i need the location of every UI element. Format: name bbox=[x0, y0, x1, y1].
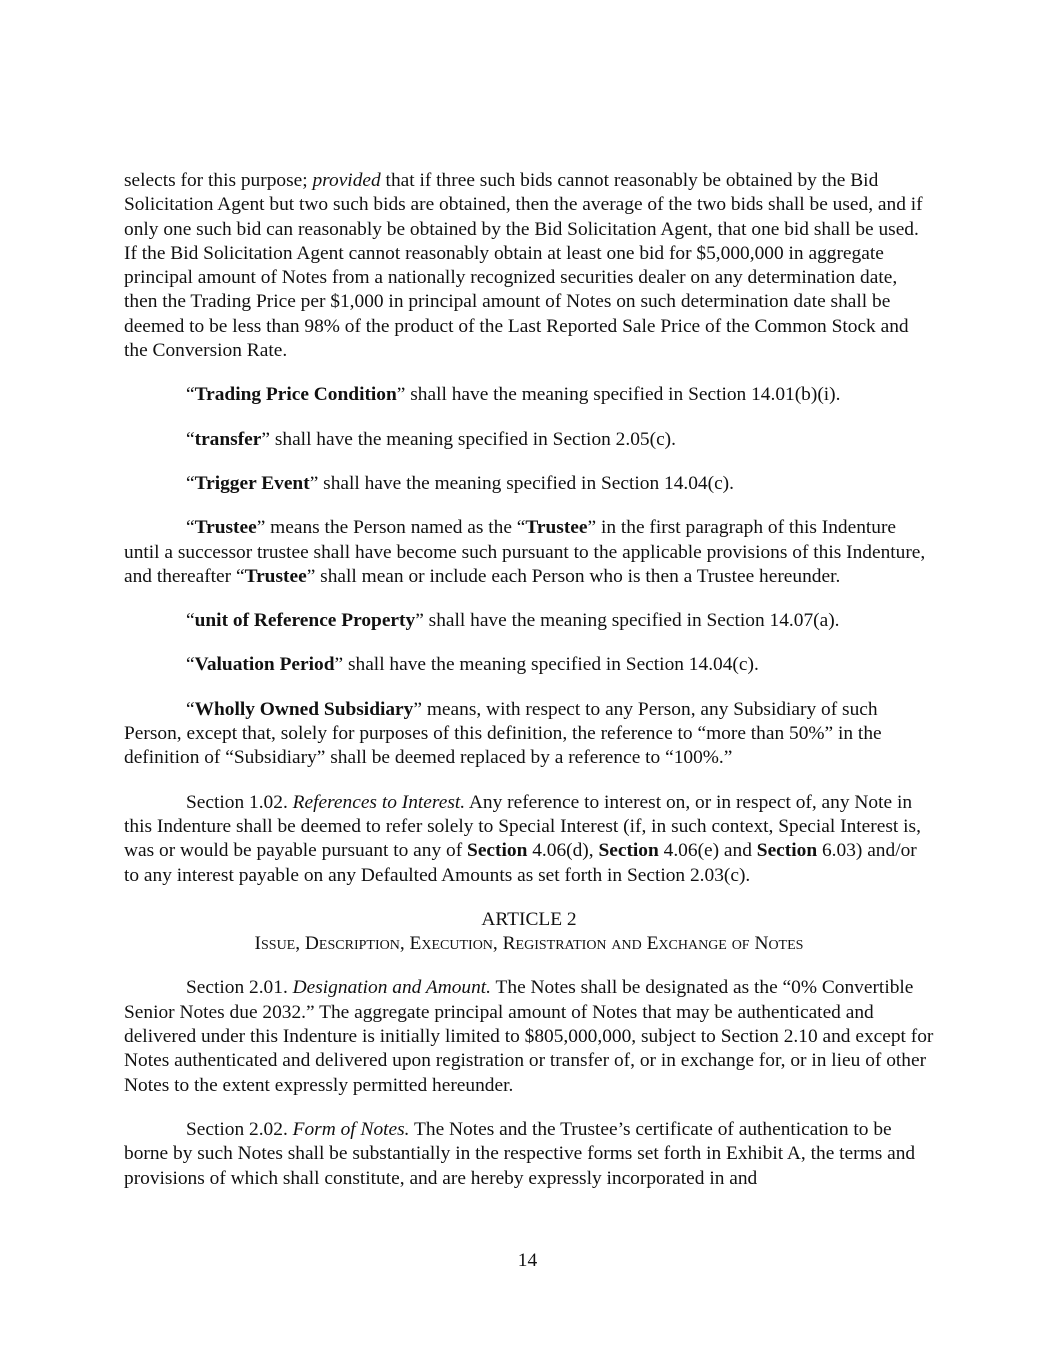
defined-term: Valuation Period bbox=[194, 654, 335, 676]
defined-term: Trustee bbox=[525, 517, 588, 539]
definition-text: ” shall have the meaning specified in Section 14.01(b)(i). bbox=[396, 384, 841, 406]
section-2-01 bbox=[124, 976, 934, 1097]
definition-trading-price-condition bbox=[124, 383, 934, 407]
article-heading: ARTICLE 2 bbox=[481, 908, 577, 930]
section-1-02 bbox=[124, 791, 934, 888]
definition-text: ” shall have the meaning specified in Section 2.05(c). bbox=[261, 428, 676, 450]
defined-term: Trading Price Condition bbox=[194, 384, 397, 406]
quote: “ bbox=[186, 384, 195, 406]
definition-trigger-event bbox=[124, 472, 934, 496]
article-subheading: Issue, Description, Execution, Registration and Exchange of Notes bbox=[254, 933, 804, 955]
section-text: The Notes shall be designated as the “0% Convertible Senior Notes due 2032.” The aggregate principal amount of Notes that may be authenticated and delivered under this Indenture is initially limited to $805,000,000, subject to Section 2.10 and except for Notes authenticated and delivered upon registration or transfer of, or in exchange for, or in lieu of other Notes to the extent expressly permitted hereunder. bbox=[124, 977, 934, 1096]
section-text: 4.06(d), bbox=[527, 840, 599, 862]
defined-term: Trustee bbox=[194, 517, 257, 539]
section-ref: Section bbox=[598, 840, 659, 862]
italic-provided: provided bbox=[312, 170, 381, 191]
section-number: Section 1.02. bbox=[186, 791, 293, 813]
section-text: 6.03) and/or to any interest payable on any Defaulted Amounts as set forth in Section 2.03(c). bbox=[124, 840, 917, 886]
defined-term: Wholly Owned Subsidiary bbox=[194, 698, 414, 720]
page-number: 14 bbox=[517, 1250, 538, 1271]
definition-transfer bbox=[124, 428, 934, 452]
quote: “ bbox=[186, 654, 195, 676]
section-title: Form of Notes. bbox=[292, 1118, 410, 1140]
defined-term: Trustee bbox=[244, 565, 307, 587]
quote: “ bbox=[186, 472, 195, 494]
definition-wholly-owned-subsidiary bbox=[124, 698, 934, 771]
defined-term: Trigger Event bbox=[194, 472, 310, 494]
definition-text: ” shall mean or include each Person who is then a Trustee hereunder. bbox=[306, 565, 841, 587]
defined-term: unit of Reference Property bbox=[194, 610, 416, 632]
section-text: 4.06(e) and bbox=[658, 840, 757, 862]
definition-text: ” shall have the meaning specified in Section 14.07(a). bbox=[415, 610, 840, 632]
definition-trustee bbox=[124, 516, 934, 589]
section-text: The Notes and the Trustee’s certificate of authentication to be borne by such Notes shall be substantially in the respective forms set forth in Exhibit A, the terms and provisions of which shall constitute, and are hereby expressly incorporated in and bbox=[124, 1118, 916, 1189]
defined-term: transfer bbox=[194, 428, 262, 450]
quote: “ bbox=[186, 517, 195, 539]
definition-text: ” in the first paragraph of this Indenture until a successor trustee shall have become such pursuant to the applicable provisions of this Indenture, and thereafter “ bbox=[124, 517, 926, 587]
section-2-02 bbox=[124, 1118, 934, 1191]
text: that if three such bids cannot reasonably be obtained by the Bid Solicitation Agent but two such bids are obtained, then the average of the two bids shall be used, and if only one such bid can reasonably be obtained by the Bid Solicitation Agent, that one bid shall be used. If the Bid Solicitation Agent cannot reasonably obtain at least one bid for $5,000,000 in aggregate principal amount of Notes from a nationally recognized securities dealer on any determination date, then the Trading Price per $1,000 in principal amount of Notes on such determination date shall be deemed to be less than 98% of the product of the Last Reported Sale Price of the Common Stock and the Conversion Rate. bbox=[124, 170, 923, 362]
text: selects for this purpose; bbox=[124, 170, 313, 191]
quote: “ bbox=[186, 428, 195, 450]
section-number: Section 2.01. bbox=[186, 977, 293, 999]
definition-unit-of-reference-property bbox=[124, 609, 934, 633]
section-ref: Section bbox=[756, 840, 818, 862]
section-number: Section 2.02. bbox=[186, 1118, 293, 1140]
section-title: References to Interest. bbox=[292, 791, 466, 813]
definition-text: ” shall have the meaning specified in Section 14.04(c). bbox=[309, 472, 734, 494]
definition-valuation-period bbox=[124, 653, 934, 677]
quote: “ bbox=[186, 698, 195, 720]
paragraph-bid-solicitation bbox=[124, 169, 934, 363]
quote: “ bbox=[186, 610, 195, 632]
definition-text: ” means, with respect to any Person, any Subsidiary of such Person, except that, solely for purposes of this definition, the reference to “more than 50%” in the definition of “Subsidiary” shall be deemed replaced by a reference to “100%.” bbox=[124, 698, 882, 769]
definition-text: ” means the Person named as the “ bbox=[256, 517, 526, 539]
definition-text: ” shall have the meaning specified in Section 14.04(c). bbox=[334, 654, 759, 676]
section-title: Designation and Amount. bbox=[292, 977, 492, 999]
document-page bbox=[124, 169, 934, 1211]
section-ref: Section bbox=[467, 840, 528, 862]
section-text: Any reference to interest on, or in respect of, any Note in this Indenture shall be deemed to refer solely to Special Interest (if, in such context, Special Interest is, was or would be payable pursuant to any of bbox=[124, 791, 921, 862]
